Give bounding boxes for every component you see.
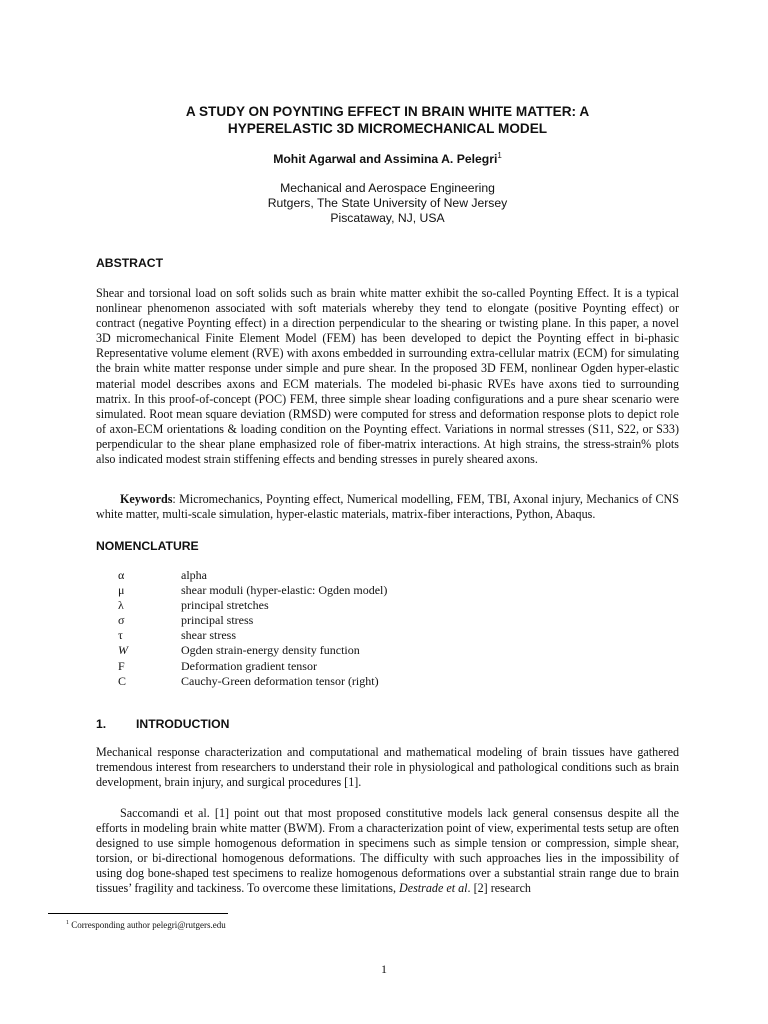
- nomenclature-meaning: alpha: [181, 568, 207, 582]
- nomenclature-meaning: shear stress: [181, 628, 236, 643]
- nomenclature-row: [118, 583, 387, 598]
- keywords-text: : Micromechanics, Poynting effect, Numerical modelling, FEM, TBI, Axonal injury, Mechanics of CNS white matter, multi-scale simulation, hyper-elastic materials, matrix-fiber interactions, Python, Abaqus.: [96, 492, 679, 522]
- nomenclature-symbol: λ: [118, 598, 124, 613]
- nomenclature-symbol: F: [118, 658, 125, 673]
- nomenclature-meaning: shear moduli (hyper-elastic: Ogden model): [181, 583, 388, 598]
- footnote-text: Corresponding author pelegri@rutgers.edu: [71, 920, 226, 930]
- affiliation: [96, 181, 679, 226]
- nomenclature-symbol: μ: [118, 583, 125, 598]
- affiliation-line-3: Piscataway, NJ, USA: [330, 211, 445, 225]
- nomenclature-meaning: Cauchy-Green deformation tensor (right): [181, 673, 379, 688]
- paragraph-2-tail: . [2] research: [467, 881, 531, 896]
- citation-italic: Destrade et al: [399, 881, 468, 896]
- keywords-paragraph: [96, 492, 679, 522]
- nomenclature-row: [118, 643, 387, 658]
- section-number: 1.: [96, 717, 107, 731]
- affiliation-line-2: Rutgers, The State University of New Jersey: [267, 196, 508, 210]
- abstract-heading: ABSTRACT: [96, 256, 164, 270]
- nomenclature-symbol: τ: [118, 628, 123, 643]
- nomenclature-row: [118, 674, 387, 689]
- nomenclature-row: [118, 598, 387, 613]
- page-number: 1: [381, 962, 387, 976]
- footnote-mark: 1: [66, 920, 69, 926]
- introduction-paragraph-1: Mechanical response characterization and computational and mathematical modeling of brain tissues have gathered tremendous interest from researchers to understand their role in physiological and pathological conditions such as brain development, brain injury, and surgical procedures [1].: [96, 745, 679, 790]
- nomenclature-meaning: Ogden strain-energy density function: [181, 643, 360, 658]
- nomenclature-row: [118, 628, 387, 643]
- title-line-2: HYPERELASTIC 3D MICROMECHANICAL MODEL: [227, 121, 548, 136]
- keywords-label: Keywords: [120, 492, 173, 506]
- footnote-divider: [48, 913, 228, 914]
- nomenclature-meaning: principal stress: [181, 613, 254, 628]
- nomenclature-row: [118, 568, 387, 583]
- author-footnote-mark: 1: [497, 151, 502, 160]
- affiliation-line-1: Mechanical and Aerospace Engineering: [280, 181, 495, 195]
- footnote: [66, 920, 226, 930]
- nomenclature-row: [118, 613, 387, 628]
- nomenclature-symbol: W: [118, 643, 128, 658]
- nomenclature-symbol: C: [118, 673, 127, 688]
- abstract-text: Shear and torsional load on soft solids such as brain white matter exhibit the so-called Poynting Effect. It is a typical nonlinear phenomenon associated with soft materials whereby they tend to elongate (positive Poynting effect) or contract (negative Poynting effect) in a direction perpendicular to the shearing or twisting plane. In this paper, a novel 3D micromechanical Finite Element Model (FEM) has been developed to depict the Poynting effect in bi-phasic Representative volume element (RVE) with axons embedded in surrounding extra-cellular matrix (ECM) for simulating the brain white matter response under simple and pure shear. In the proposed 3D FEM, nonlinear Ogden hyper-elastic material model describes axons and ECM materials. The modeled bi-phasic RVEs have axons tied to surrounding matrix. In this proof-of-concept (POC) FEM, three simple shear loading configurations and a pure shear scenario were simulated. Root mean square deviation (RMSD) were computed for stress and deformation response plots to depict role of axon-ECM orientations & loading condition on the Poynting effect. Variations in normal stresses (S11, S22, or S33) perpendicular to the shear plane emphasized role of fiber-matrix interactions. At high strains, the stress-strain% plots also indicated modest strain stiffening effects and bending stresses in purely sheared axons.: [96, 286, 679, 467]
- paper-title: [96, 103, 679, 137]
- nomenclature-heading: NOMENCLATURE: [96, 539, 199, 553]
- nomenclature-list: [118, 568, 387, 689]
- introduction-paragraph-2: [96, 806, 679, 897]
- title-line-1: A STUDY ON POYNTING EFFECT IN BRAIN WHITE MATTER: A: [185, 104, 590, 119]
- paragraph-2-text: Saccomandi et al. [1] point out that most proposed constitutive models lack general consensus despite all the efforts in modeling brain white matter (BWM). From a characterization point of view, experimental tests setup are often designed to use simple homogenous deformation in specimens such as simple tension or compression, simple shear, torsion, or bi-directional homogenous deformations. The difficulty with such approaches lies in the impossibility of using dog bone-shaped test specimens to realize homogenous deformations over a substantial strain range due to brain tissues’ fragility and tackiness. To overcome these limitations,: [96, 806, 679, 896]
- authors-text: Mohit Agarwal and Assimina A. Pelegri: [273, 152, 498, 167]
- nomenclature-meaning: Deformation gradient tensor: [181, 658, 317, 673]
- nomenclature-meaning: principal stretches: [181, 598, 269, 613]
- nomenclature-symbol: σ: [118, 613, 125, 628]
- nomenclature-symbol: α: [118, 568, 125, 582]
- introduction-heading: INTRODUCTION: [136, 717, 230, 731]
- nomenclature-row: [118, 659, 387, 674]
- author-list: [96, 151, 679, 166]
